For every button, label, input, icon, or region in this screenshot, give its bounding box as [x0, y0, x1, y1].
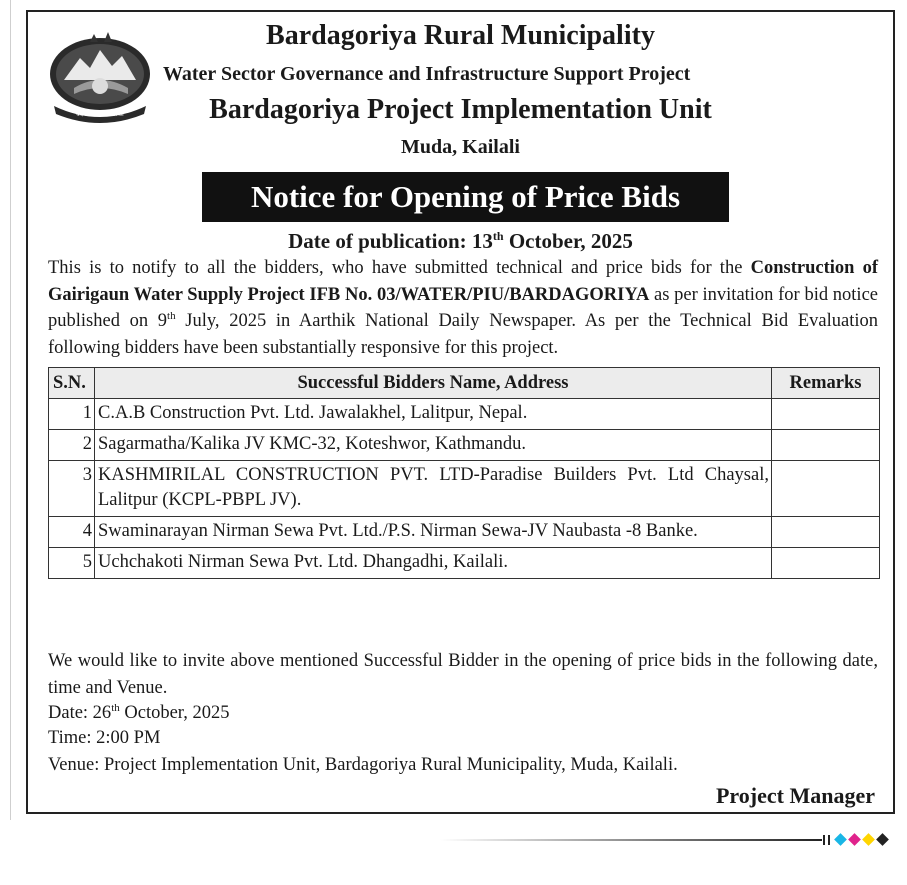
unit-title: Bardagoriya Project Implementation Unit — [209, 94, 712, 125]
table-row — [49, 517, 880, 548]
row-sn: 1 — [49, 399, 95, 430]
page-margin-rule — [10, 0, 11, 820]
table-row — [49, 548, 880, 579]
row-bidder: Swaminarayan Nirman Sewa Pvt. Ltd./P.S. Nirman Sewa-JV Naubasta -8 Banke. — [95, 517, 772, 548]
event-date-suffix: th — [111, 702, 120, 714]
publication-date-rest: October, 2025 — [503, 229, 633, 253]
intro-paragraph — [48, 255, 878, 361]
row-sn: 3 — [49, 461, 95, 517]
row-remarks — [772, 517, 880, 548]
row-remarks — [772, 461, 880, 517]
table-row — [49, 399, 880, 430]
intro-text-3: July, 2025 in Aarthik National Daily Newspaper. As per the Technical Bid Evaluation following bidders have been substantially responsive for this project. — [48, 311, 878, 358]
location-title: Muda, Kailali — [401, 136, 520, 158]
publication-date-suffix: th — [492, 229, 504, 243]
table-row — [49, 461, 880, 517]
column-header-remarks: Remarks — [772, 368, 880, 399]
row-remarks — [772, 430, 880, 461]
publication-date — [28, 229, 893, 254]
row-bidder: KASHMIRILAL CONSTRUCTION PVT. LTD-Paradise Builders Pvt. Ltd Chaysal, Lalitpur (KCPL-PBPL JV). — [95, 461, 772, 517]
row-bidder: Sagarmatha/Kalika JV KMC-32, Koteshwor, Kathmandu. — [95, 430, 772, 461]
row-bidder: Uchchakoti Nirman Sewa Pvt. Ltd. Dhangadhi, Kailali. — [95, 548, 772, 579]
notice-banner: Notice for Opening of Price Bids — [202, 172, 729, 222]
row-bidder: C.A.B Construction Pvt. Ltd. Jawalakhel, Lalitpur, Nepal. — [95, 399, 772, 430]
event-date-label: Date: 26 — [48, 703, 112, 724]
footer-rule — [440, 839, 822, 841]
table-row — [49, 430, 880, 461]
row-remarks — [772, 399, 880, 430]
project-title: Water Sector Governance and Infrastructure Support Project — [163, 63, 691, 85]
event-date-rest: October, 2025 — [119, 703, 230, 724]
invite-paragraph: We would like to invite above mentioned Successful Bidder in the opening of price bids in the following date, time and Venue. — [48, 651, 878, 698]
event-date — [48, 702, 229, 724]
row-sn: 2 — [49, 430, 95, 461]
row-remarks — [772, 548, 880, 579]
intro-date-suffix: th — [167, 309, 176, 322]
municipality-title: Bardagoriya Rural Municipality — [266, 20, 655, 51]
row-sn: 4 — [49, 517, 95, 548]
event-time: Time: 2:00 PM — [48, 728, 161, 748]
print-registration-marks-icon — [823, 832, 897, 848]
column-header-name: Successful Bidders Name, Address — [95, 368, 772, 399]
bidders-table — [48, 367, 880, 579]
intro-text-1: This is to notify to all the bidders, who have submitted technical and price bids for the — [48, 258, 751, 278]
emblem-caption: बर्दगोरिया गाउँपालिका — [76, 111, 124, 118]
event-venue: Venue: Project Implementation Unit, Bardagoriya Rural Municipality, Muda, Kailali. — [48, 755, 678, 775]
column-header-sn: S.N. — [49, 368, 95, 399]
table-header-row — [49, 368, 880, 399]
row-sn: 5 — [49, 548, 95, 579]
notice-box — [26, 10, 895, 814]
publication-date-label: Date of publication: 13 — [288, 229, 493, 253]
intro-project-name: Construction of Gairigaun Water Supply Project IFB No. 03/WATER/PIU/BARDAGORIYA — [48, 258, 878, 305]
signature-title: Project Manager — [715, 783, 875, 808]
intro-text-2: as per invitation for bid notice published on 9 — [48, 284, 878, 331]
